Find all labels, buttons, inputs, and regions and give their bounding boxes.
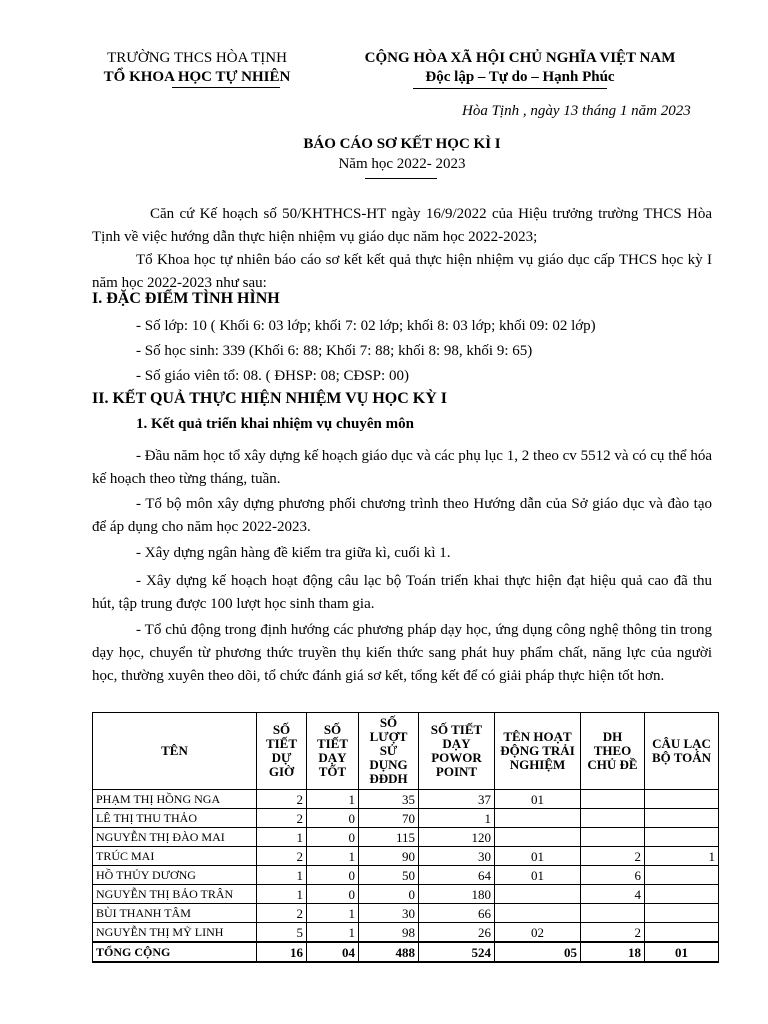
table-cell (581, 904, 645, 923)
table-cell: 5 (257, 923, 307, 943)
table-cell: 98 (359, 923, 419, 943)
table-cell: 120 (419, 828, 495, 847)
task-paragraph-1: - Đầu năm học tổ xây dựng kế hoạch giáo dục và các phụ lục 1, 2 theo cv 5512 và có cụ thể hóa kế hoạch theo từng tháng, tuần. (92, 448, 712, 487)
title-underline (365, 178, 437, 179)
header-name: TÊN (93, 713, 257, 790)
table-row (93, 790, 719, 809)
table-cell: 0 (307, 885, 359, 904)
table-cell (645, 923, 719, 943)
task-paragraph-3: - Xây dựng ngân hàng đề kiểm tra giữa kì, cuối kì 1. (136, 545, 451, 561)
teacher-name: NGUYỄN THỊ ĐÀO MAI (93, 828, 257, 847)
table-cell: 50 (359, 866, 419, 885)
header-good-lessons: SỐ TIẾT DẠY TỐT (307, 713, 359, 790)
table-cell: 0 (307, 828, 359, 847)
table-cell: 26 (419, 923, 495, 943)
table-cell (495, 828, 581, 847)
report-date: Hòa Tịnh , ngày 13 tháng 1 năm 2023 (462, 103, 691, 119)
table-cell: 2 (257, 904, 307, 923)
intro-paragraph-1: Căn cứ Kế hoạch số 50/KHTHCS-HT ngày 16/9/2022 của Hiệu trưởng trường THCS Hòa Tịnh về việc hướng dẫn thực hiện nhiệm vụ giáo dục năm học 2022-2023; (92, 206, 712, 245)
table-cell: 01 (495, 866, 581, 885)
table-cell (645, 809, 719, 828)
table-row (93, 904, 719, 923)
table-cell: 1 (257, 885, 307, 904)
task-paragraph-4: - Xây dựng kế hoạch hoạt động câu lạc bộ Toán triển khai thực hiện đạt hiệu quả cao đã thu hút, tập trung được 100 lượt học sinh tham gia. (92, 573, 712, 612)
table-cell (495, 809, 581, 828)
header-powerpoint-lessons: SỐ TIẾT DẠY POWOR POINT (419, 713, 495, 790)
school-name: TRƯỜNG THCS HÒA TỊNH (107, 50, 287, 66)
table-cell: 1 (645, 847, 719, 866)
task-paragraph-2: - Tổ bộ môn xây dựng phương phối chương trình theo Hướng dẫn của Sở giáo dục và đào tạo để áp dụng cho năm học 2022-2023. (92, 496, 712, 535)
section-2-heading: II. KẾT QUẢ THỰC HIỆN NHIỆM VỤ HỌC KỲ I (92, 390, 448, 407)
table-cell: 30 (419, 847, 495, 866)
teacher-name: TRÚC MAI (93, 847, 257, 866)
teacher-name: NGUYỄN THỊ BẢO TRÂN (93, 885, 257, 904)
teacher-name: HỒ THỦY DƯƠNG (93, 866, 257, 885)
table-cell: 2 (257, 847, 307, 866)
table-cell: 02 (495, 923, 581, 943)
table-cell: 1 (419, 809, 495, 828)
table-row (93, 847, 719, 866)
table-cell: 64 (419, 866, 495, 885)
table-row (93, 828, 719, 847)
table-cell: 0 (359, 885, 419, 904)
teacher-name: BÙI THANH TÂM (93, 904, 257, 923)
table-cell: 30 (359, 904, 419, 923)
table-cell: 01 (495, 847, 581, 866)
nation-motto: Độc lập – Tự do – Hạnh Phúc (425, 69, 615, 85)
table-cell: 2 (581, 923, 645, 943)
total-cell: 488 (359, 942, 419, 962)
teacher-name: LÊ THỊ THU THẢO (93, 809, 257, 828)
teacher-name: NGUYỄN THỊ MỸ LINH (93, 923, 257, 943)
table-cell: 70 (359, 809, 419, 828)
table-row (93, 809, 719, 828)
header-thematic-teaching: DH THEO CHỦ ĐỀ (581, 713, 645, 790)
table-cell: 6 (581, 866, 645, 885)
intro-paragraph-2: Tổ Khoa học tự nhiên báo cáo sơ kết kết quả thực hiện nhiệm vụ giáo dục cấp THCS học kỳ I năm học 2022-2023 như sau: (92, 252, 712, 291)
total-cell: 16 (257, 942, 307, 962)
table-cell: 2 (257, 790, 307, 809)
table-row (93, 885, 719, 904)
table-cell: 4 (581, 885, 645, 904)
table-cell (581, 828, 645, 847)
table-cell (645, 904, 719, 923)
department-name: TỔ KHOA HỌC TỰ NHIÊN (103, 69, 291, 85)
total-cell: 01 (645, 942, 719, 962)
teacher-stats-table (92, 712, 719, 963)
table-row (93, 923, 719, 943)
report-subtitle: Năm học 2022- 2023 (338, 156, 466, 172)
header-observed-lessons: SỐ TIẾT DỰ GIỜ (257, 713, 307, 790)
table-total-row (93, 942, 719, 962)
table-row (93, 866, 719, 885)
table-cell: 115 (359, 828, 419, 847)
teacher-count-line: - Số giáo viên tổ: 08. ( ĐHSP: 08; CĐSP: 00) (136, 368, 409, 384)
table-cell (645, 885, 719, 904)
header-math-club: CÂU LẠC BỘ TOÁN (645, 713, 719, 790)
department-underline (172, 87, 280, 88)
table-cell: 37 (419, 790, 495, 809)
table-cell (645, 790, 719, 809)
nation-title: CỘNG HÒA XÃ HỘI CHỦ NGHĨA VIỆT NAM (364, 50, 676, 66)
table-cell: 1 (307, 847, 359, 866)
table-cell: 90 (359, 847, 419, 866)
header-experiential-activities: TÊN HOẠT ĐỘNG TRẢI NGHIỆM (495, 713, 581, 790)
section-1-heading: I. ĐẶC ĐIỂM TÌNH HÌNH (92, 290, 280, 307)
table-cell: 2 (257, 809, 307, 828)
table-cell: 1 (257, 866, 307, 885)
table-header-row (93, 713, 719, 790)
total-cell: 05 (495, 942, 581, 962)
table-cell: 1 (307, 923, 359, 943)
teacher-name: PHẠM THỊ HỒNG NGA (93, 790, 257, 809)
task-paragraph-5: - Tổ chủ động trong định hướng các phương pháp dạy học, ứng dụng công nghệ thông tin trong dạy học, chuyển từ phương thức truyền thụ kiến thức sang phát huy phẩm chất, năng lực của người học, thường xuyên theo dõi, tổ chức đánh giá sơ kết, tổng kết để có giải pháp thực hiện tốt hơn. (92, 622, 712, 684)
table-cell: 1 (307, 904, 359, 923)
student-count-line: - Số học sinh: 339 (Khối 6: 88; Khối 7: 88; khối 8: 98, khối 9: 65) (136, 343, 533, 359)
table-cell: 1 (307, 790, 359, 809)
table-cell (495, 885, 581, 904)
table-cell: 66 (419, 904, 495, 923)
total-cell: 18 (581, 942, 645, 962)
motto-underline (413, 88, 607, 89)
table-cell: 0 (307, 809, 359, 828)
table-cell: 35 (359, 790, 419, 809)
header-teaching-aids: SỐ LƯỢT SỬ DỤNG ĐĐDH (359, 713, 419, 790)
section-2-subheading: 1. Kết quả triển khai nhiệm vụ chuyên môn (136, 416, 414, 432)
table-cell: 01 (495, 790, 581, 809)
table-cell (645, 866, 719, 885)
total-cell: 04 (307, 942, 359, 962)
table-cell: 2 (581, 847, 645, 866)
table-cell: 1 (257, 828, 307, 847)
class-count-line: - Số lớp: 10 ( Khối 6: 03 lớp; khối 7: 02 lớp; khối 8: 03 lớp; khối 09: 02 lớp) (136, 318, 596, 334)
table-cell (581, 809, 645, 828)
table-cell (581, 790, 645, 809)
table-cell (645, 828, 719, 847)
table-cell: 180 (419, 885, 495, 904)
table-cell: 0 (307, 866, 359, 885)
report-title: BÁO CÁO SƠ KẾT HỌC KÌ I (303, 136, 501, 152)
total-label: TỔNG CỘNG (93, 942, 257, 962)
total-cell: 524 (419, 942, 495, 962)
table-cell (495, 904, 581, 923)
